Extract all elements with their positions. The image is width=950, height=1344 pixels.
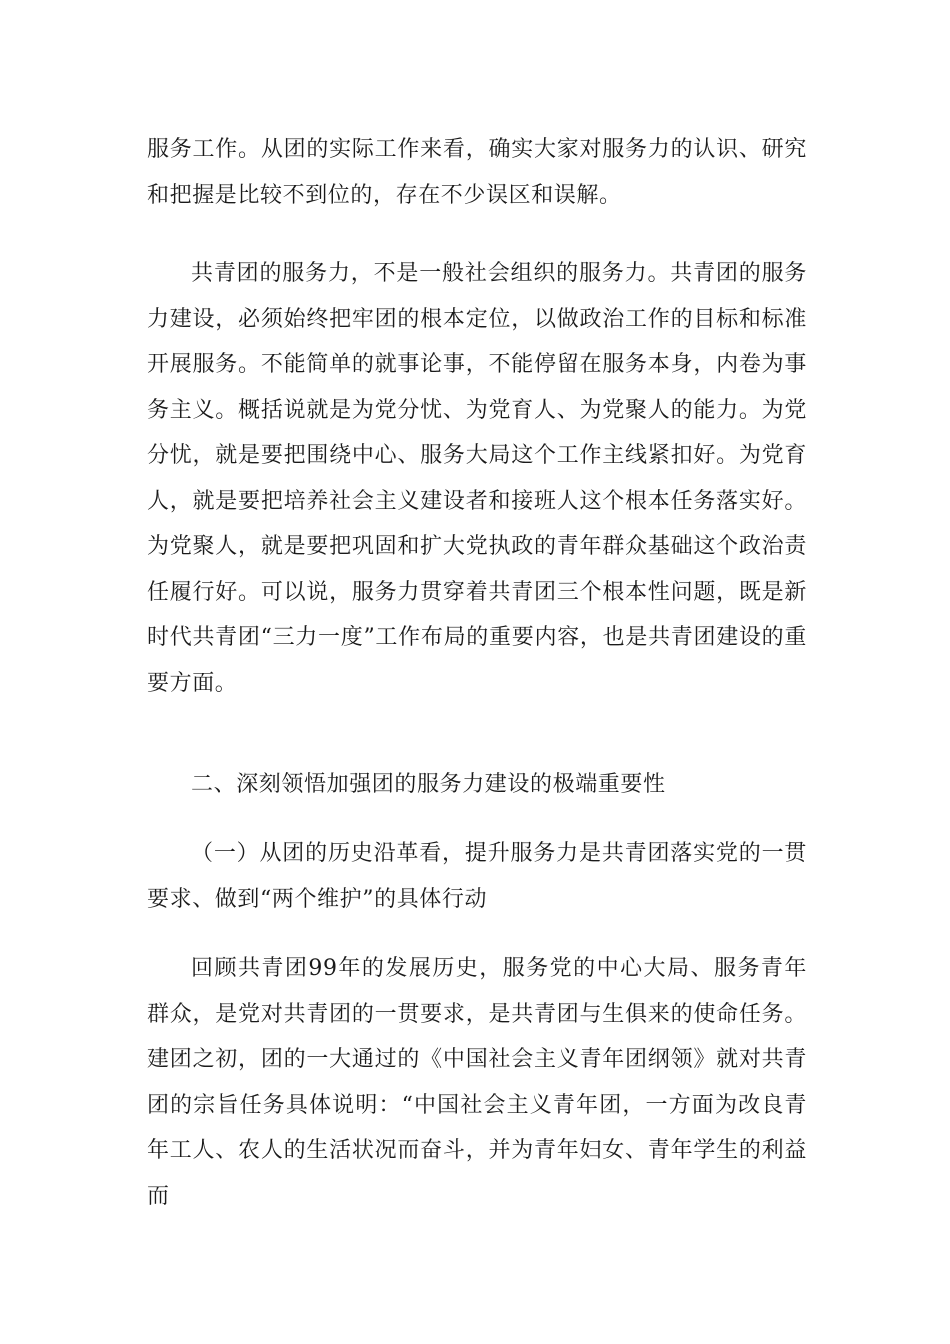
- subsection-heading-one: （一）从团的历史沿革看，提升服务力是共青团落实党的一贯要求、做到“两个维护”的具体行动: [147, 841, 807, 912]
- paragraph-history: 回顾共青团99年的发展历史，服务党的中心大局、服务青年群众，是党对共青团的一贯要求，是共青团与生俱来的使命任务。建团之初，团的一大通过的《中国社会主义青年团纲领》就对共青团的宗旨任务具体说明：“中国社会主义青年团，一方面为改良青年工人、农人的生活状况而奋斗，并为青年妇女、青年学生的利益而: [147, 956, 807, 1209]
- paragraph-service-capability: 共青团的服务力，不是一般社会组织的服务力。共青团的服务力建设，必须始终把牢团的根本定位，以做政治工作的目标和标准开展服务。不能简单的就事论事，不能停留在服务本身，内卷为事务主义。概括说就是为党分忧、为党育人、为党聚人的能力。为党分忧，就是要把围绕中心、服务大局这个工作主线紧扣好。为党育人，就是要把培养社会主义建设者和接班人这个根本任务落实好。为党聚人，就是要把巩固和扩大党执政的青年群众基础这个政治责任履行好。可以说，服务力贯穿着共青团三个根本性问题，既是新时代共青团“三力一度”工作布局的重要内容，也是共青团建设的重要方面。: [147, 261, 807, 696]
- paragraph-continuation: 服务工作。从团的实际工作来看，确实大家对服务力的认识、研究和把握是比较不到位的，存在不少误区和误解。: [147, 137, 807, 208]
- section-heading-two: 二、深刻领悟加强团的服务力建设的极端重要性: [191, 772, 666, 797]
